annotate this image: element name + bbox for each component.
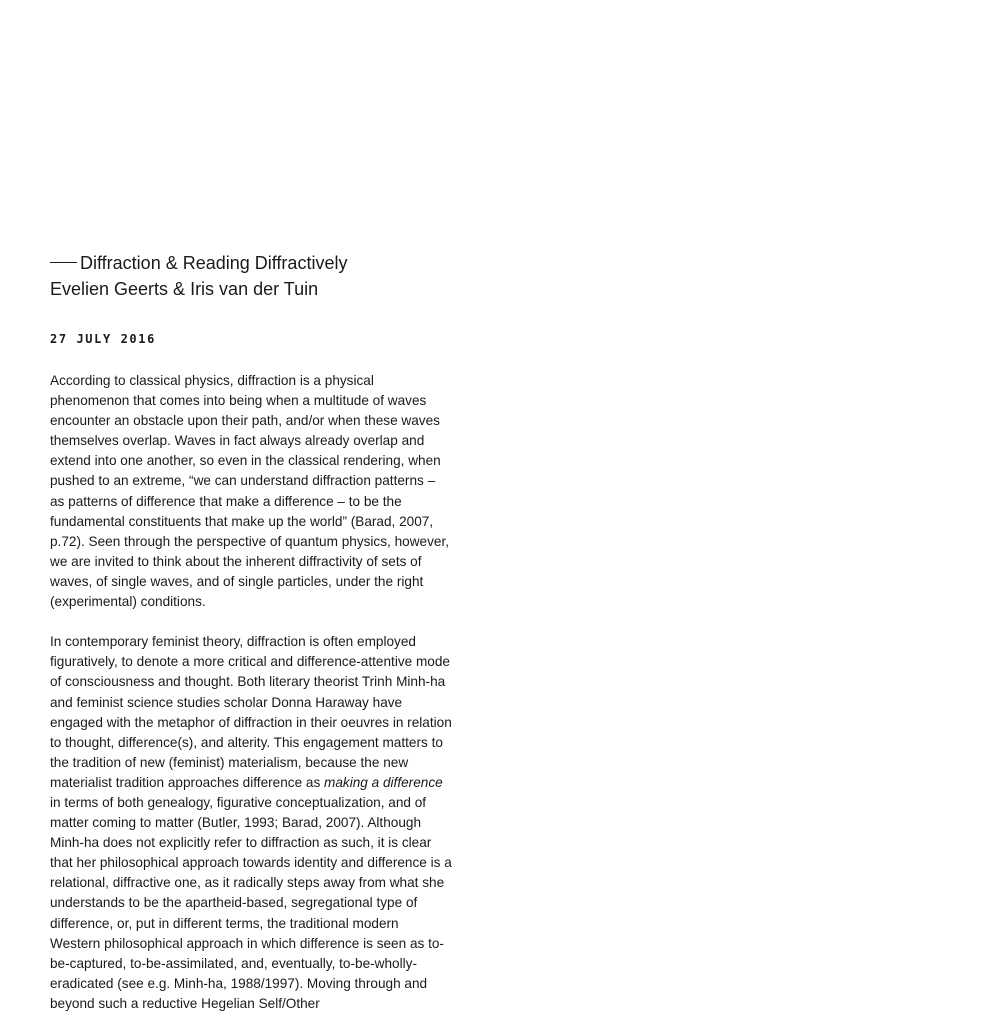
- article-title-text: Diffraction & Reading Diffractively: [80, 253, 348, 273]
- body-paragraph-2-text: In contemporary feminist theory, diffraction is often employed figuratively, to denote a more critical and difference-attentive mode of consciousness and thought. Both literary theorist Trinh Minh-ha and feminist science studies scholar Donna Haraway have engaged with the metaphor of diffraction in their oeuvres in relation to thought, difference(s), and alterity. This engagement matters to the tradition of new (feminist) materialism, because the new materialist tradition approaches difference as: [50, 634, 452, 790]
- article-body: [50, 371, 452, 1014]
- article: [50, 250, 452, 1034]
- body-paragraph-1: According to classical physics, diffraction is a physical phenomenon that comes into being when a multitude of waves encounter an obstacle upon their path, and/or when these waves themselves overlap. Waves in fact always already overlap and extend into one another, so even in the classical rendering, when pushed to an extreme, “we can understand diffraction patterns – as patterns of difference that make a difference – to be the fundamental constituents that make up the world” (Barad, 2007, p.72). Seen through the perspective of quantum physics, however, we are invited to think about the inherent diffractivity of sets of waves, of single waves, and of single particles, under the right (experimental) conditions.: [50, 373, 449, 610]
- body-paragraph-2: [50, 632, 452, 1014]
- emphasis-making-a-difference: making a difference: [324, 774, 443, 790]
- title-dash: [50, 262, 77, 263]
- article-title: [50, 250, 452, 276]
- article-date: 27 JULY 2016: [50, 332, 156, 346]
- article-authors: Evelien Geerts & Iris van der Tuin: [50, 279, 319, 299]
- body-paragraph-2-text-continued: in terms of both genealogy, figurative conceptualization, and of matter coming to matter (Butler, 1993; Barad, 2007). Although Minh-ha does not explicitly refer to diffraction as such, it is clear that her philosophical approach towards identity and difference is a relational, diffractive one, as it radically steps away from what she understands to be the apartheid-based, segregational type of difference, or, put in different terms, the traditional modern Western philosophical approach in which difference is seen as to-be-captured, to-be-assimilated, and, eventually, to-be-wholly-eradicated (see e.g. Minh-ha, 1988/1997). Moving through and beyond such a reductive Hegelian Self/Other: [50, 794, 452, 1011]
